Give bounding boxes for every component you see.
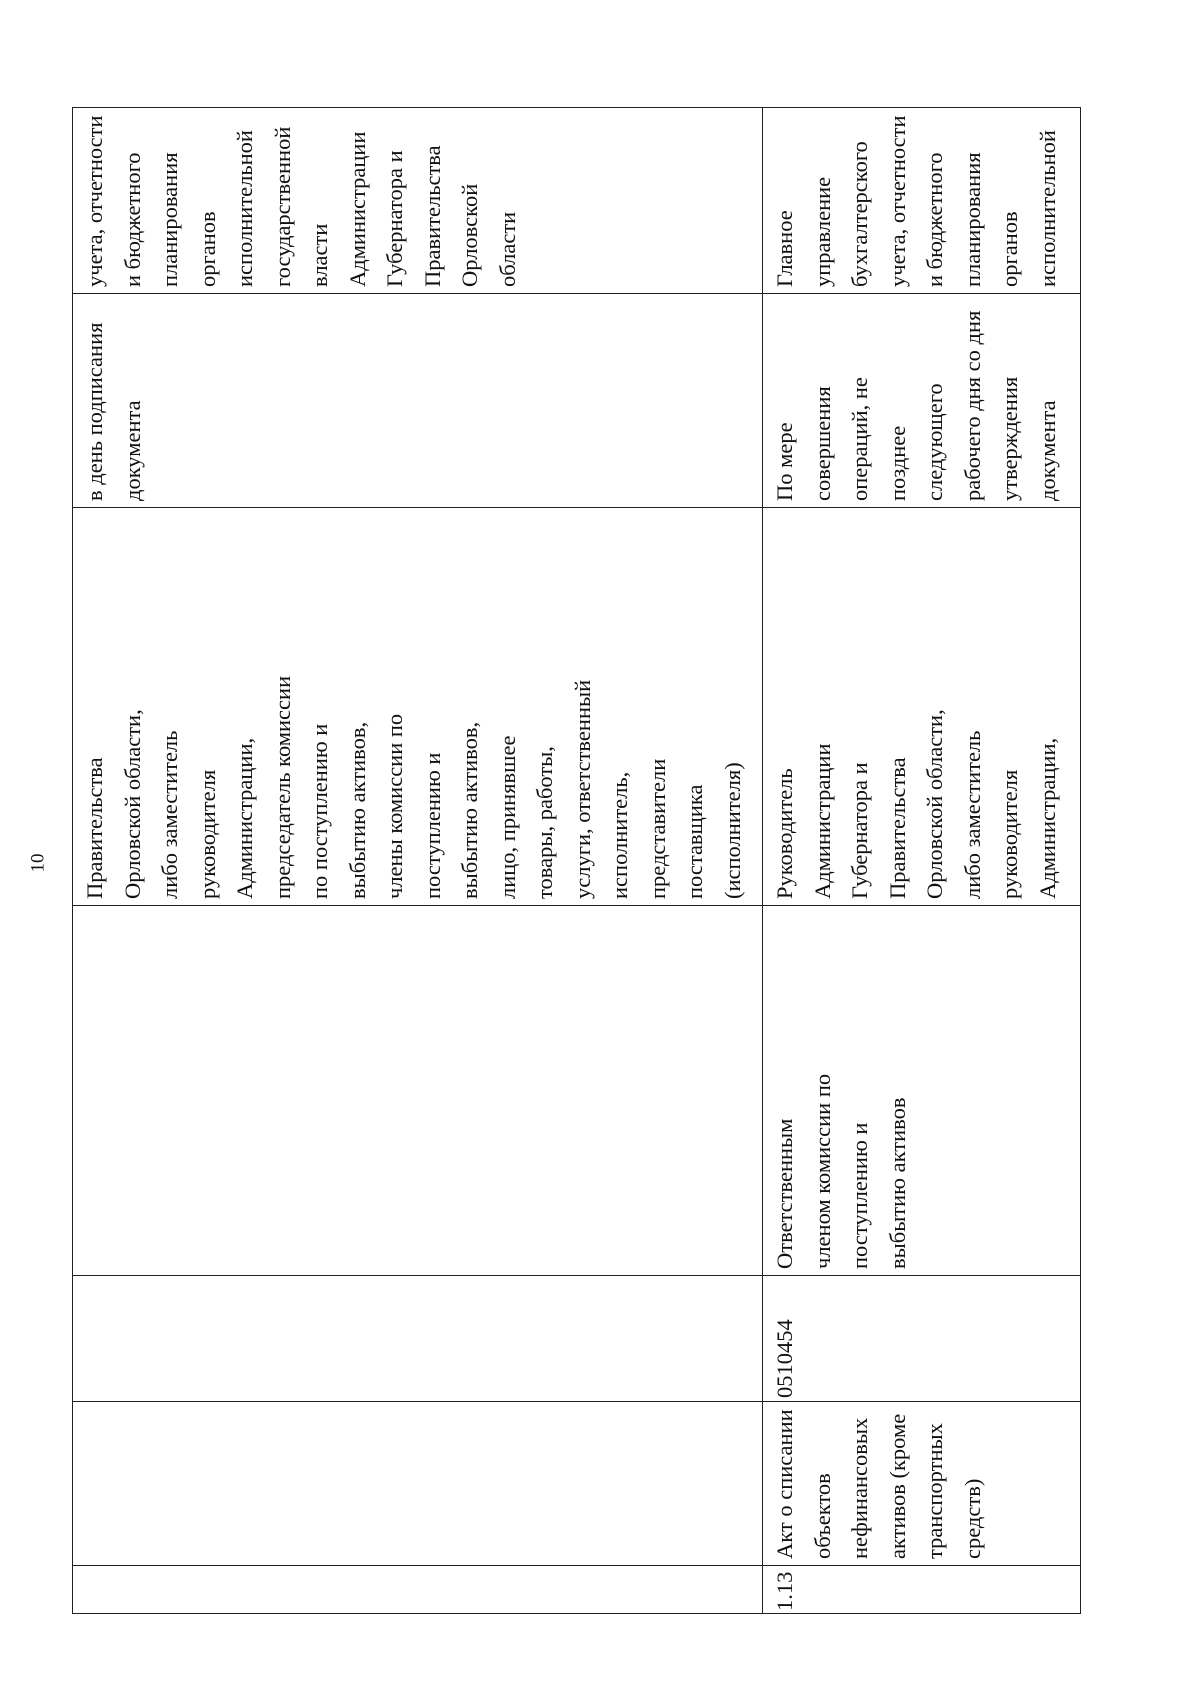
cell-signers — [763, 508, 1081, 906]
cell-text-line: совершения — [809, 386, 835, 501]
cell-text-line: исполнитель, — [607, 771, 632, 899]
cell-text-line: органов — [997, 211, 1022, 287]
cell-document-name — [763, 1402, 1081, 1566]
cell-text-line: (исполнителя) — [719, 762, 745, 899]
cell-text-line: Администрации — [809, 743, 835, 899]
cell-text-line: Правительства — [884, 757, 910, 899]
cell-text-line: Орловской области, — [119, 709, 145, 899]
cell-text-line: либо заместитель — [157, 730, 182, 899]
cell-text-line: Правительства — [419, 145, 445, 287]
cell-text-line: управление — [809, 176, 835, 287]
table-row-1-13 — [763, 108, 1081, 1614]
cell-text-line: руководителя — [194, 769, 220, 899]
cell-text-line: услуги, ответственный — [569, 679, 595, 899]
cell-text-line: выбытию активов — [884, 1097, 910, 1269]
document-table — [72, 107, 1081, 1614]
cell-text-line: власти — [307, 223, 332, 287]
page-number — [28, 843, 48, 883]
cell-text-line: рабочего дня со дня — [959, 310, 985, 501]
cell-text-line: учета, отчетности — [884, 115, 910, 287]
cell-text-line: объектов — [809, 1473, 835, 1559]
cell-text-line: активов (кроме — [884, 1413, 910, 1559]
cell-text-line: государственной — [269, 126, 295, 287]
cell-text-line: планирования — [157, 152, 182, 287]
cell-text-line: Главное — [772, 210, 797, 287]
cell-text-line: планирования — [959, 152, 985, 287]
cell-text-line: операций, не — [847, 377, 872, 501]
cell-text-line: по поступлению и — [307, 723, 332, 899]
cell-text-line: руководителя — [997, 769, 1022, 899]
cell-text-line: Губернатора и — [382, 150, 407, 287]
cell-text-line: исполнительной — [232, 130, 257, 287]
cell-text-line: Администрации — [344, 131, 370, 287]
cell-text-line: поставщика — [682, 784, 707, 899]
cell-text-line: представители — [644, 758, 670, 899]
cell-text-line: членом комиссии по — [809, 1073, 835, 1269]
page-number-text: 10 — [27, 853, 48, 873]
cell-recipient — [73, 108, 763, 294]
cell-text-line: Руководитель — [772, 768, 797, 899]
cell-text-line: и бюджетного — [119, 152, 145, 287]
cell-text-line: выбытию активов, — [344, 721, 370, 899]
cell-text-line: утверждения — [997, 376, 1022, 501]
cell-text-line: позднее — [884, 425, 910, 501]
cell-text-line: транспортных — [922, 1423, 947, 1559]
cell-text-line: органов — [194, 211, 220, 287]
cell-text-line: поступлению и — [847, 1122, 872, 1269]
cell-text-line: документа — [119, 400, 145, 501]
cell-text-line: бухгалтерского — [847, 141, 872, 287]
cell-signers — [73, 508, 763, 906]
cell-responsible — [763, 906, 1081, 1276]
cell-responsible — [73, 906, 763, 1276]
rotated-sheet — [72, 108, 1080, 1614]
cell-text-line: области — [494, 211, 520, 287]
cell-text-line: учета, отчетности — [82, 115, 107, 287]
cell-text-line: нефинансовых — [847, 1417, 872, 1559]
cell-text-line: Орловской — [457, 183, 482, 287]
cell-text-line: документа — [1034, 400, 1060, 501]
cell-text-line: Администрации, — [1034, 737, 1060, 899]
cell-document-name — [73, 1402, 763, 1566]
cell-text-line: Губернатора и — [847, 762, 872, 899]
cell-deadline — [73, 294, 763, 508]
cell-deadline — [763, 294, 1081, 508]
cell-form-code — [73, 1276, 763, 1402]
cell-text-line: лицо, принявшее — [494, 735, 520, 899]
cell-text-line: либо заместитель — [959, 730, 985, 899]
cell-number: 1.13 — [763, 1566, 1081, 1614]
cell-text-line: следующего — [922, 383, 947, 501]
table-row-continuation — [73, 108, 763, 1614]
cell-text-line: Орловской области, — [922, 709, 947, 899]
cell-text-line: выбытию активов, — [457, 721, 482, 899]
cell-text-line: По мере — [772, 422, 797, 501]
cell-text-line: Ответственным — [772, 1118, 797, 1269]
cell-text-line: исполнительной — [1034, 130, 1060, 287]
cell-text-line: товары, работы, — [532, 746, 557, 899]
cell-text-line: Администрации, — [232, 737, 257, 899]
cell-text-line: Правительства — [82, 757, 107, 899]
cell-text-line: члены комиссии по — [382, 713, 407, 899]
cell-text-line: в день подписания — [82, 322, 107, 501]
cell-form-code: 0510454 — [763, 1276, 1081, 1402]
cell-text-line: председатель комиссии — [269, 675, 295, 899]
cell-text-line: Акт о списании — [772, 1409, 797, 1559]
cell-text-line: средств) — [959, 1478, 985, 1559]
cell-text-line: поступлению и — [419, 752, 445, 899]
cell-number — [73, 1566, 763, 1614]
cell-recipient — [763, 108, 1081, 294]
cell-text-line: и бюджетного — [922, 152, 947, 287]
